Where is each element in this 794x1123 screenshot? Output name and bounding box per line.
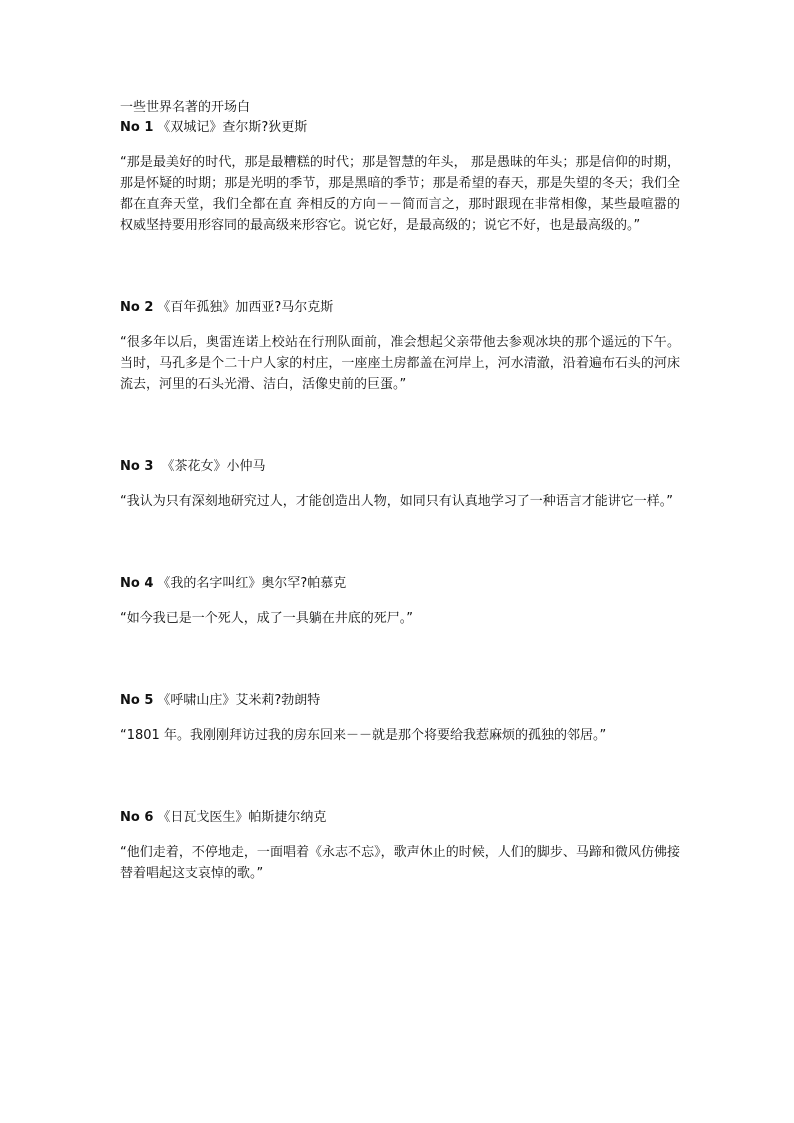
entry-number: No 1 (120, 120, 154, 135)
entry-quote: “1801 年。我刚刚拜访过我的房东回来－－就是那个将要给我惹麻烦的孤独的邻居。” (120, 728, 607, 743)
entry-heading (120, 574, 680, 594)
entry-heading (120, 457, 680, 477)
entry-2 (120, 298, 680, 395)
entry-5 (120, 691, 680, 746)
entry-number: No 5 (120, 693, 154, 708)
entry-number: No 6 (120, 810, 154, 825)
entry-3 (120, 457, 680, 512)
entry-heading (120, 691, 680, 711)
entry-number: No 4 (120, 576, 154, 591)
entry-quote: “很多年以后，奥雷连诺上校站在行刑队面前，准会想起父亲带他去参观冰块的那个遥远的下午。当时，马孔多是个二十户人家的村庄，一座座土房都盖在河岸上，河水清澈，沿着遍布石头的河床流去，河里的石头光滑、洁白，活像史前的巨蛋。” (120, 335, 680, 392)
entry-1 (120, 118, 680, 236)
entry-heading (120, 298, 680, 318)
entry-book-title: 《双城记》查尔斯?狄更斯 (157, 120, 308, 135)
entry-book-title: 《呼啸山庄》艾米莉?勃朗特 (157, 693, 321, 708)
entry-book-title: 《日瓦戈医生》帕斯捷尔纳克 (157, 810, 327, 825)
document-page (120, 98, 680, 884)
entry-quote: “我认为只有深刻地研究过人，才能创造出人物，如同只有认真地学习了一种语言才能讲它一样。” (120, 494, 673, 509)
entry-book-title: 《茶花女》小仲马 (157, 459, 266, 474)
entry-heading (120, 118, 680, 138)
entry-quote: “他们走着，不停地走，一面唱着《永志不忘》，歌声休止的时候，人们的脚步、马蹄和微风仿佛接替着唱起这支哀悼的歌。” (120, 845, 680, 881)
entry-heading (120, 808, 680, 828)
entry-number: No 2 (120, 300, 154, 315)
entry-number: No 3 (120, 459, 154, 474)
entry-4 (120, 574, 680, 629)
entry-book-title: 《我的名字叫红》奥尔罕?帕慕克 (157, 576, 347, 591)
entry-quote: “那是最美好的时代，那是最糟糕的时代；那是智慧的年头， 那是愚昧的年头；那是信仰的时期，那是怀疑的时期；那是光明的季节，那是黑暗的季节；那是希望的春天，那是失望的冬天；我们全都在直奔天堂，我们全都在直 奔相反的方向－－简而言之，那时跟现在非常相像，某些最喧嚣的权威坚持要用形容同的最高级来形容它。说它好，是最高级的；说它不好，也是最高级的。” (120, 155, 680, 233)
entry-quote: “如今我已是一个死人，成了一具躺在井底的死尸。” (120, 611, 413, 626)
entry-6 (120, 808, 680, 884)
document-title: 一些世界名著的开场白 (120, 100, 251, 115)
entry-book-title: 《百年孤独》加西亚?马尔克斯 (157, 300, 334, 315)
